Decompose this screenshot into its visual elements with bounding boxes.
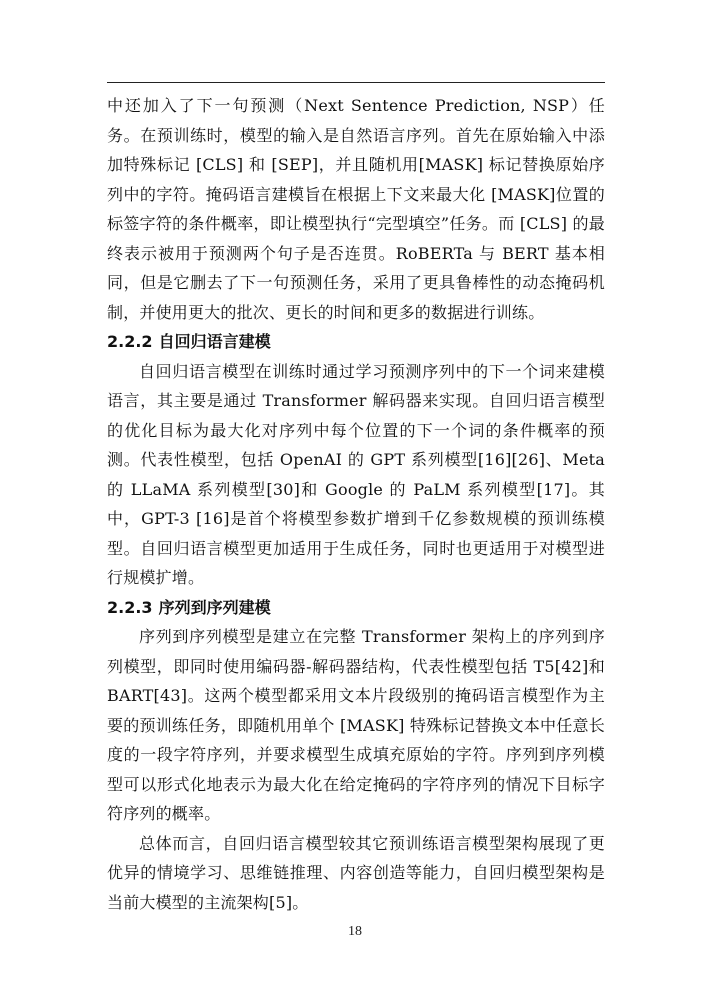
section-heading-seq2seq <box>107 593 605 623</box>
section-heading-autoregressive <box>107 327 605 357</box>
section-title: 序列到序列建模 <box>158 597 271 617</box>
paragraph-autoregressive: 自回归语言模型在训练时通过学习预测序列中的下一个词来建模语言，其主要是通过 Transformer 解码器来实现。自回归语言模型的优化目标为最大化对序列中每个位置的下一个词的条件概率的预测。代表性模型，包括 OpenAI 的 GPT 系列模型[16][26]、Meta 的 LLaMA 系列模型[30]和 Google 的 PaLM 系列模型[17]。其中，GPT-3 [16]是首个将模型参数扩增到千亿参数规模的预训练模型。自回归语言模型更加适用于生成任务，同时也更适用于对模型进行规模扩增。 <box>107 361 605 587</box>
section-number: 2.2.3 <box>107 597 153 617</box>
section-number: 2.2.2 <box>107 332 153 351</box>
section-title: 自回归语言建模 <box>158 332 271 351</box>
page-number: 18 <box>348 924 362 939</box>
paragraph-seq2seq: 序列到序列模型是建立在完整 Transformer 架构上的序列到序列模型，即同时使用编码器-解码器结构，代表性模型包括 T5[42]和 BART[43]。这两个模型都采用文本片段级别的掩码语言模型作为主要的预训练任务，即随机用单个 [MASK] 特殊标记替换文本中任意长度的一段字符序列，并要求模型生成填充原始的字符。序列到序列模型可以形式化地表示为最大化在给定掩码的字符序列的情况下目标字符序列的概率。 <box>107 627 605 823</box>
page-body <box>107 91 605 917</box>
paragraph-summary: 总体而言，自回归语言模型较其它预训练语言模型架构展现了更优异的情境学习、思维链推理、内容创造等能力，自回归模型架构是当前大模型的主流架构[5]。 <box>107 833 605 912</box>
paragraph-nsp-roberta: 中还加入了下一句预测（Next Sentence Prediction, NSP）任务。在预训练时，模型的输入是自然语言序列。首先在原始输入中添加特殊标记 [CLS] 和 [SEP]，并且随机用[MASK] 标记替换原始序列中的字符。掩码语言建模旨在根据上下文来最大化 [MASK]位置的标签字符的条件概率，即让模型执行“完型填空”任务。而 [CLS] 的最终表示被用于预测两个句子是否连贯。RoBERTa 与 BERT 基本相同，但是它删去了下一句预测任务，采用了更具鲁棒性的动态掩码机制，并使用更大的批次、更长的时间和更多的数据进行训练。 <box>107 96 605 322</box>
header-rule <box>107 82 605 83</box>
